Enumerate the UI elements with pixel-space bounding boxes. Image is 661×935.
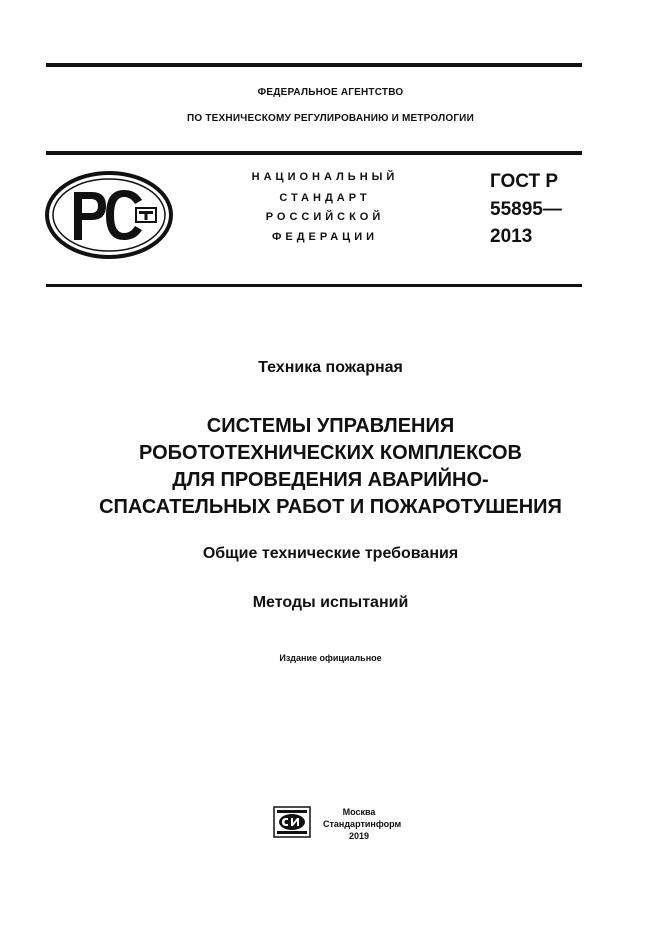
- standard-label-line-2: СТАНДАРТ: [279, 192, 371, 204]
- rst-logo-icon: [44, 170, 174, 260]
- middle-rule: [46, 151, 582, 155]
- designation-line-2: 55895—: [490, 199, 562, 220]
- top-rule: [46, 63, 582, 67]
- designation-line-1: ГОСТ Р: [490, 171, 559, 192]
- publisher-city: Москва: [342, 807, 376, 817]
- title-line-2: РОБОТОТЕХНИЧЕСКИХ КОМПЛЕКСОВ: [139, 442, 522, 464]
- agency-line-1: ФЕДЕРАЛЬНОЕ АГЕНТСТВО: [257, 87, 404, 98]
- publisher-name: Стандартинформ: [323, 819, 402, 829]
- agency-line-2: ПО ТЕХНИЧЕСКОМУ РЕГУЛИРОВАНИЮ И МЕТРОЛОГИИ: [187, 113, 474, 124]
- bottom-rule: [46, 284, 582, 287]
- title-line-3: ДЛЯ ПРОВЕДЕНИЯ АВАРИЙНО-: [172, 469, 489, 491]
- subtitle-test-methods: Методы испытаний: [252, 594, 409, 611]
- subtitle-general-requirements: Общие технические требования: [202, 545, 459, 562]
- title-line-4: СПАСАТЕЛЬНЫХ РАБОТ И ПОЖАРОТУШЕНИЯ: [99, 496, 562, 518]
- publisher-block: [323, 806, 402, 842]
- standartinform-logo-icon: [273, 806, 311, 838]
- edition-note: Издание официальное: [279, 653, 382, 663]
- standard-label-line-4: ФЕДЕРАЦИИ: [271, 231, 379, 243]
- subject-heading: Техника пожарная: [258, 359, 403, 376]
- document-title: [0, 413, 661, 521]
- title-line-1: СИСТЕМЫ УПРАВЛЕНИЯ: [206, 415, 455, 437]
- publisher-year: 2019: [348, 831, 370, 841]
- standard-label-line-3: РОССИЙСКОЙ: [265, 211, 385, 223]
- standard-label-line-1: НАЦИОНАЛЬНЫЙ: [251, 171, 399, 183]
- designation-line-3: 2013: [490, 226, 533, 247]
